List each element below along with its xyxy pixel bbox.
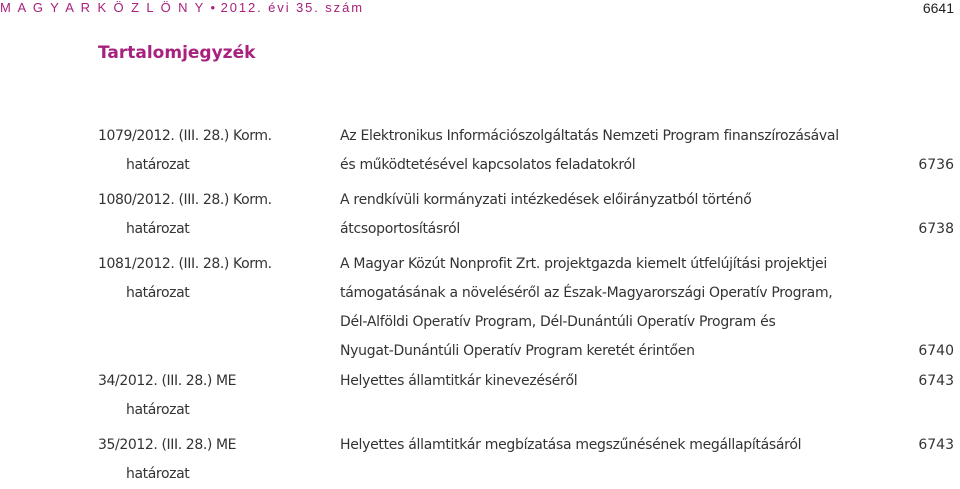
toc-entry-description xyxy=(340,250,900,366)
journal-name: M A G Y A R K Ö Z L Ö N Y xyxy=(0,0,206,15)
description-line: és működtetésével kapcsolatos feladatokról xyxy=(340,157,636,173)
toc-entry-description xyxy=(340,186,900,244)
header-separator: • xyxy=(210,0,216,15)
reference-number: 1079/2012. (III. 28.) Korm. xyxy=(98,128,272,144)
journal-header xyxy=(0,0,364,15)
reference-kind: határozat xyxy=(126,466,190,482)
description-line: Dél-Alföldi Operatív Program, Dél-Dunántúli Operatív Program és xyxy=(340,314,776,330)
toc-entry-description xyxy=(340,367,900,396)
page-header xyxy=(0,0,960,16)
reference-number: 34/2012. (III. 28.) ME xyxy=(98,373,237,389)
description-line: átcsoportosításról xyxy=(340,221,460,237)
reference-kind: határozat xyxy=(126,157,190,173)
toc-entry-reference xyxy=(98,367,328,425)
toc-entry-description xyxy=(340,122,900,180)
issue-label: 2012. évi 35. szám xyxy=(220,0,364,15)
description-line: A rendkívüli kormányzati intézkedések előirányzatból történő xyxy=(340,192,752,208)
toc-entry-page: 6740 xyxy=(918,343,954,359)
header-page-number: 6641 xyxy=(922,0,954,16)
description-line: Az Elektronikus Információszolgáltatás Nemzeti Program finanszírozásával xyxy=(340,128,839,144)
toc-entry-page: 6743 xyxy=(918,437,954,453)
toc-entry-description xyxy=(340,431,900,460)
reference-number: 1081/2012. (III. 28.) Korm. xyxy=(98,256,272,272)
page-title: Tartalomjegyzék xyxy=(98,43,256,63)
reference-number: 35/2012. (III. 28.) ME xyxy=(98,437,237,453)
toc-entry-reference xyxy=(98,250,328,308)
reference-number: 1080/2012. (III. 28.) Korm. xyxy=(98,192,272,208)
description-line: Helyettes államtitkár kinevezéséről xyxy=(340,373,578,389)
description-line: Helyettes államtitkár megbízatása megszűnésének megállapításáról xyxy=(340,437,802,453)
description-line: támogatásának a növeléséről az Észak-Magyarországi Operatív Program, xyxy=(340,285,833,301)
toc-entry-page: 6738 xyxy=(918,221,954,237)
toc-entry-page: 6736 xyxy=(918,157,954,173)
toc-entry-reference xyxy=(98,186,328,244)
reference-kind: határozat xyxy=(126,221,190,237)
description-line: Nyugat-Dunántúli Operatív Program keretét érintően xyxy=(340,343,695,359)
toc-entry-reference xyxy=(98,122,328,180)
toc-entry-page: 6743 xyxy=(918,373,954,389)
description-line: A Magyar Közút Nonprofit Zrt. projektgazda kiemelt útfelújítási projektjei xyxy=(340,256,827,272)
reference-kind: határozat xyxy=(126,285,190,301)
toc-entry-reference xyxy=(98,431,328,489)
reference-kind: határozat xyxy=(126,402,190,418)
